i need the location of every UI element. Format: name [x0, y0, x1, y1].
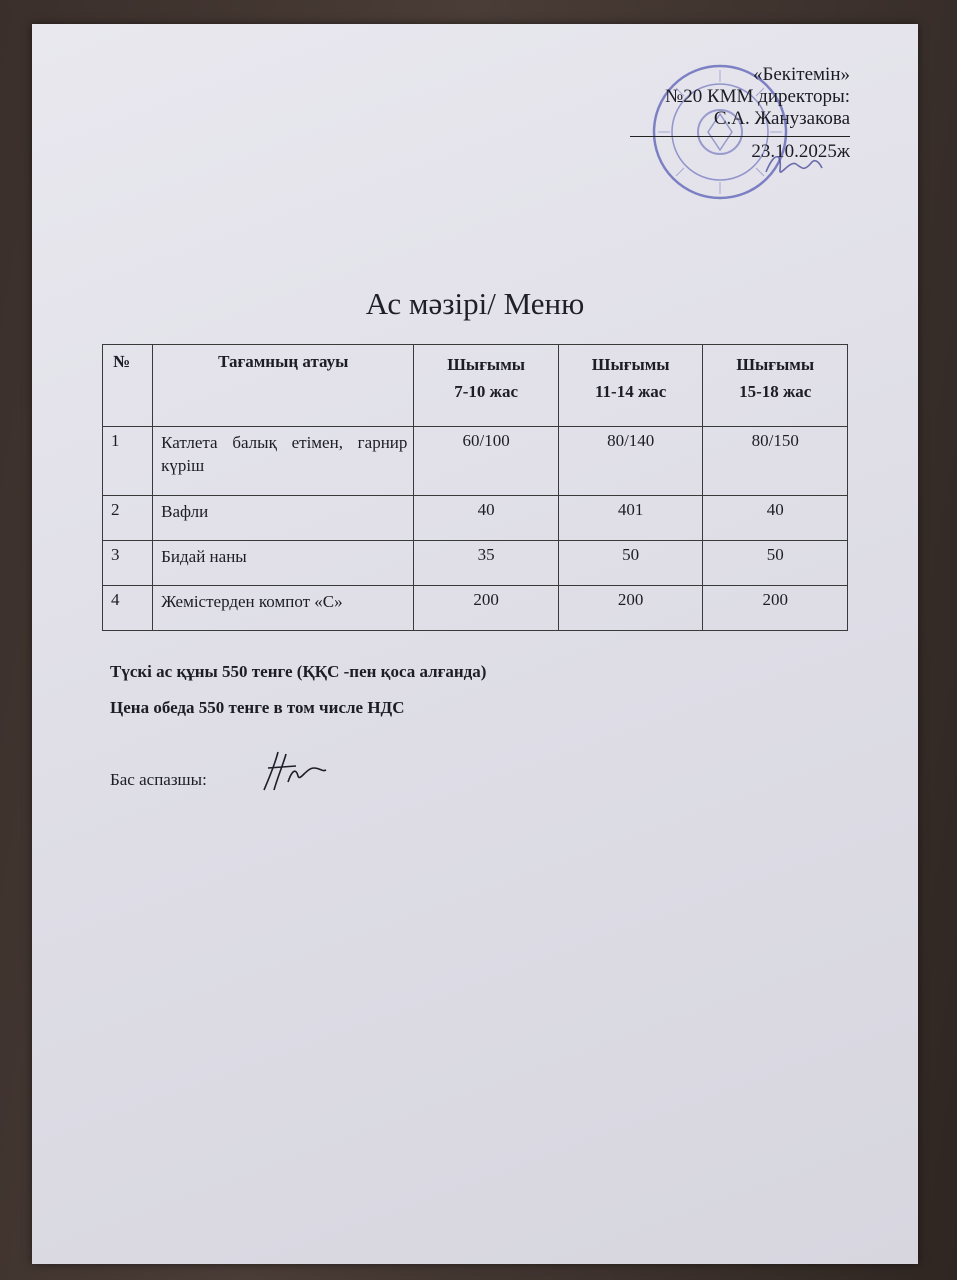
yield-7-10: 35 — [414, 541, 559, 586]
header-age: 11-14 жас — [595, 382, 667, 401]
row-number: 4 — [103, 586, 153, 631]
page-title: Ас мәзірі/ Меню — [365, 286, 585, 321]
header-age: 15-18 жас — [739, 382, 812, 401]
header-number: № — [103, 345, 153, 427]
menu-table — [102, 344, 848, 631]
yield-11-14: 401 — [558, 496, 703, 541]
document-sheet — [32, 24, 918, 1264]
yield-15-18: 40 — [703, 496, 848, 541]
table-header-row — [103, 345, 848, 427]
row-number: 2 — [103, 496, 153, 541]
dish-name: Катлета балық етімен, гарнир күріш — [153, 427, 414, 496]
header-label: Шығымы — [591, 355, 670, 374]
yield-15-18: 80/150 — [703, 427, 848, 496]
yield-11-14: 80/140 — [558, 427, 703, 496]
director-signature-icon — [760, 142, 826, 186]
header-label: Шығымы — [447, 355, 526, 374]
table-row — [103, 541, 848, 586]
chef-label: Бас аспазшы: — [110, 770, 207, 789]
header-dish-name: Тағамның атауы — [153, 345, 414, 427]
table-row — [103, 586, 848, 631]
director-name: С.А. Жанузакова — [713, 108, 850, 129]
header-yield-11-14 — [558, 345, 703, 427]
yield-15-18: 200 — [703, 586, 848, 631]
price-note-ru: Цена обеда 550 тенге в том числе НДС — [110, 698, 405, 717]
yield-11-14: 50 — [558, 541, 703, 586]
chef-signature-icon — [256, 746, 332, 796]
table-row — [103, 496, 848, 541]
dish-name: Бидай наны — [153, 541, 414, 586]
yield-7-10: 200 — [414, 586, 559, 631]
signature-line — [630, 136, 850, 137]
row-number: 1 — [103, 427, 153, 496]
price-notes — [110, 662, 486, 734]
director-title: №20 КММ директоры: — [665, 86, 850, 107]
dish-name: Жемістерден компот «С» — [153, 586, 414, 631]
row-number: 3 — [103, 541, 153, 586]
header-yield-15-18 — [703, 345, 848, 427]
dish-name: Вафли — [153, 496, 414, 541]
approval-heading: «Бекітемін» — [752, 64, 850, 85]
header-label: Шығымы — [736, 355, 815, 374]
yield-15-18: 50 — [703, 541, 848, 586]
yield-7-10: 40 — [414, 496, 559, 541]
yield-11-14: 200 — [558, 586, 703, 631]
header-yield-7-10 — [414, 345, 559, 427]
approval-date: 23.10.2025ж — [751, 141, 850, 162]
price-note-kz: Түскі ас құны 550 тенге (ҚҚС -пен қоса алғанда) — [110, 662, 487, 681]
yield-7-10: 60/100 — [414, 427, 559, 496]
table-row — [103, 427, 848, 496]
header-age: 7-10 жас — [454, 382, 519, 401]
